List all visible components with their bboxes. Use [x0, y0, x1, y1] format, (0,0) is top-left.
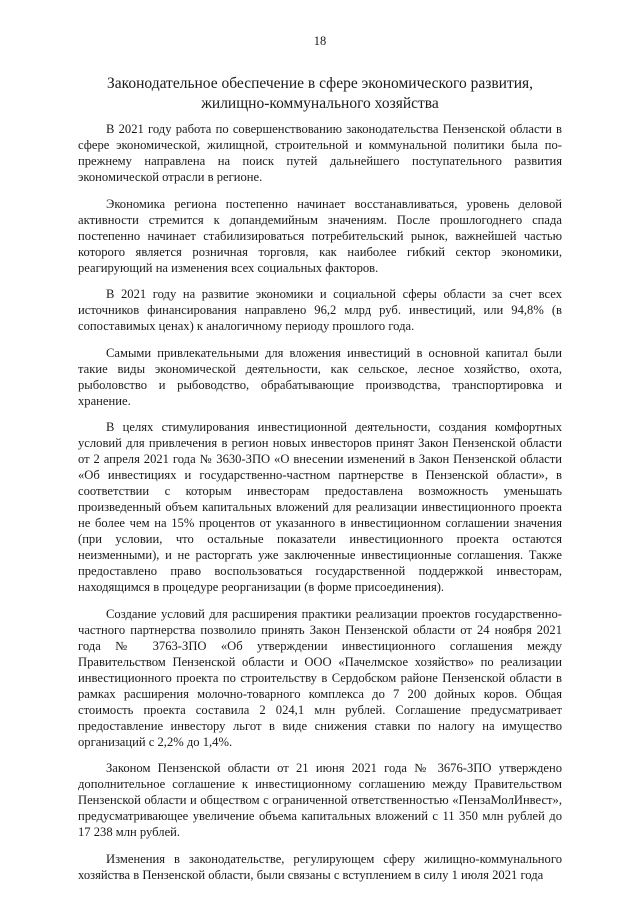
paragraph: Создание условий для расширения практики реализации проектов государственно-частного партнерства позволило принять Закон Пензенской области от 24 ноября 2021 года № 3763-ЗПО «Об утверждении инвестиционного соглашения между Правительством Пензенской области и ООО «Пачелмское хозяйство» по реализации инвестиционного проекта по строительству в Сердобском районе Пензенской области в рамках расширения молочно-товарного комплекса до 7 200 дойных коров. Общая стоимость проекта составила 2 024,1 млн рублей. Соглашение предусматривает предоставление инвестору льгот в виде снижения ставки по налогу на имущество организаций с 2,2% до 1,4%. — [78, 606, 562, 749]
paragraph: В 2021 году работа по совершенствованию законодательства Пензенской области в сфере экономической, жилищной, строительной и коммунальной политики была по-прежнему направлена на поиск путей дальнейшего поступательного развития экономической отрасли в регионе. — [78, 122, 562, 184]
paragraph: Изменения в законодательстве, регулирующем сферу жилищно-коммунального хозяйства в Пензенской области, были связаны с вступлением в силу 1 июля 2021 года — [78, 851, 562, 882]
paragraph: Законом Пензенской области от 21 июня 2021 года № 3676-ЗПО утверждено дополнительное соглашение к инвестиционному соглашению между Правительством Пензенской области и обществом с ограниченной ответственностью «ПензаМолИнвест», предусматривающее увеличение объема капитальных вложений с 11 350 млн рублей до 17 238 млн рублей. — [78, 761, 562, 839]
document-title: Законодательное обеспечение в сфере экономического развития, жилищно-коммунального хозяйства — [106, 75, 534, 112]
page-number: 18 — [313, 34, 327, 48]
paragraph: Самыми привлекательными для вложения инвестиций в основной капитал были такие виды экономической деятельности, как сельское, лесное хозяйство, охота, рыболовство и рыбоводство, обрабатывающие производства, транспортировка и хранение. — [78, 345, 562, 408]
document-body — [78, 121, 562, 893]
paragraph: В 2021 году на развитие экономики и социальной сферы области за счет всех источников финансирования направлено 96,2 млрд руб. инвестиций, или 94,8% (в сопоставимых ценах) к аналогичному периоду прошлого года. — [78, 287, 562, 333]
paragraph: Экономика региона постепенно начинает восстанавливаться, уровень деловой активности стремится к допандемийным значениям. После прошлогоднего спада постепенно начинает стабилизироваться потребительский рынок, важнейшей частью которого является розничная торговля, как наиболее гибкий сектор экономики, реагирующий на изменения всех социальных факторов. — [78, 196, 562, 275]
paragraph: В целях стимулирования инвестиционной деятельности, создания комфортных условий для привлечения в регион новых инвесторов принят Закон Пензенской области от 2 апреля 2021 года № 3630-ЗПО «О внесении изменений в Закон Пензенской области «Об инвестициях и государственно-частном партнерстве в Пензенской области», в соответствии с которым инвесторам предоставлена возможность уменьшать произведенный объем капитальных вложений для реализации инвестиционного проекта не более чем на 15% процентов от указанного в инвестиционном соглашении значения (при условии, что остальные показатели инвестиционного проекта остаются неизменными), и не расторгать уже заключенные инвестиционные соглашения. Также предоставлено право воспользоваться государственной поддержкой инвесторам, находящимся в процедуре реорганизации (в форме присоединения). — [78, 420, 562, 594]
